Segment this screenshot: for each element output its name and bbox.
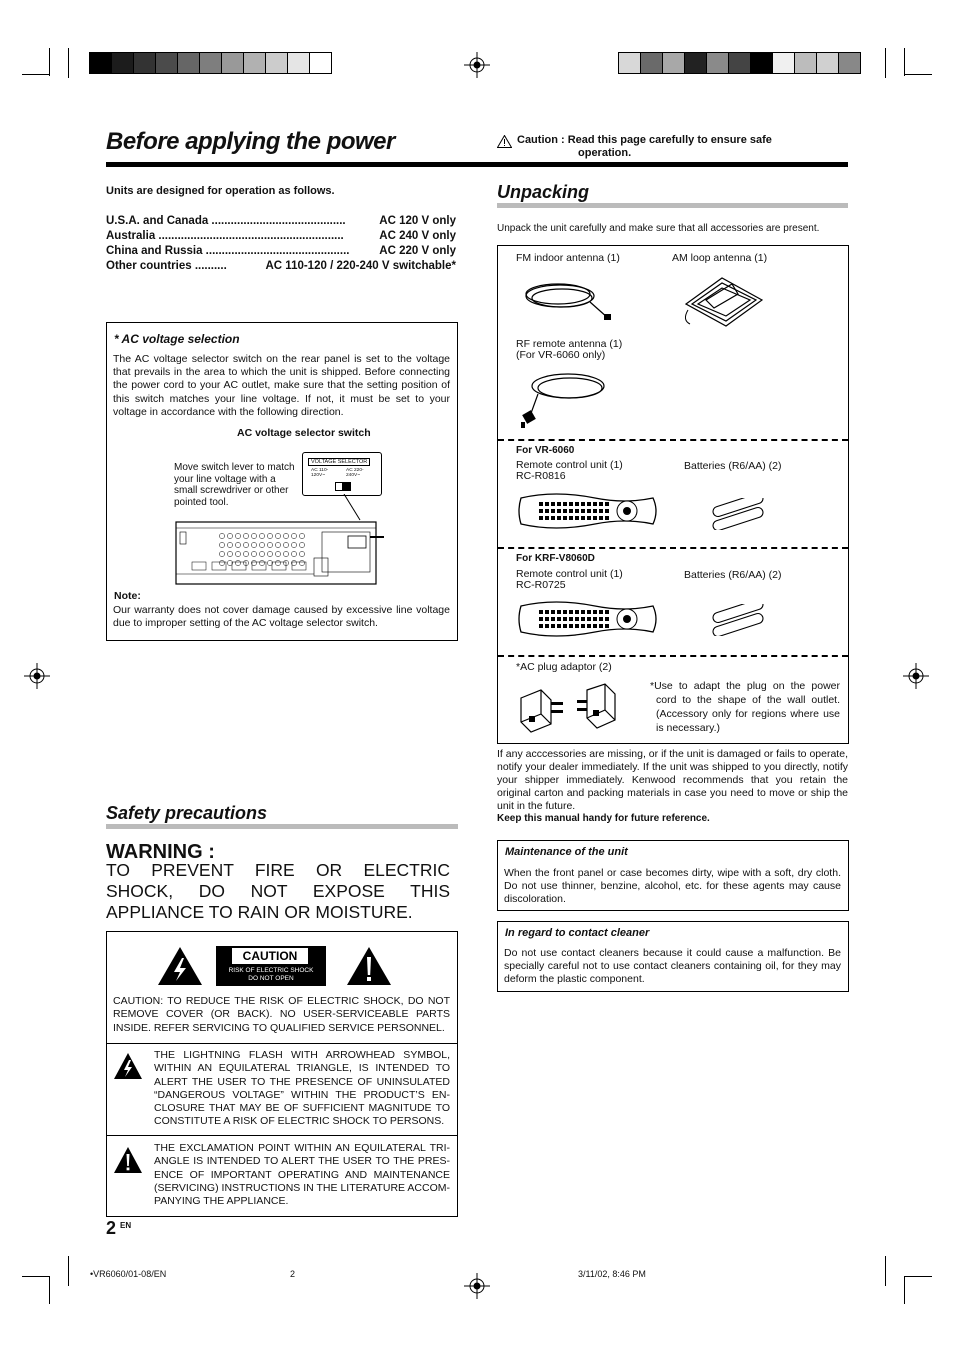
power-voltage: AC 120 V only [379,215,456,227]
fm-antenna-label: FM indoor antenna (1) [516,252,620,264]
remote-control-icon [515,490,659,532]
power-region: Australia .......................................................... [106,230,344,242]
voltage-selector-left: AC 110-120V~ [311,468,329,478]
krf-batteries-label: Batteries (R6/AA) (2) [684,569,782,581]
crop-mark [22,1276,50,1277]
color-swatch [684,52,707,74]
registration-mark-icon [24,663,50,689]
caution-header-line2: operation. [578,147,632,159]
krf-remote-line1: Remote control unit (1) [516,568,623,580]
registration-mark-icon [464,52,490,78]
caution-triangle-icon [497,135,512,148]
ac-voltage-text: The AC voltage selector switch on the rear panel is set to the voltage that prevails in the area to which the unit is shipped. Before connecting the power cord to your AC outlet, make sure that the setting position of this switch matches your line voltage. If not, it must be set to your voltage in accordance with the following direction. [113,353,450,418]
color-swatch [111,52,134,74]
rf-antenna-icon [518,368,610,430]
color-swatch [772,52,795,74]
power-voltage: AC 220 V only [379,245,456,257]
power-row [106,259,456,274]
warning-label: WARNING : [106,841,215,863]
power-row [106,244,456,259]
ac-voltage-heading: * AC voltage selection [114,332,240,346]
crop-mark [885,48,886,78]
exclamation-triangle-icon [346,946,392,986]
vr-remote-line1: Remote control unit (1) [516,459,623,471]
footer-page: 2 [290,1269,296,1279]
color-swatch [89,52,112,74]
plug-adaptor-icon [517,680,621,736]
power-voltage: AC 110-120 / 220-240 V switchable* [265,260,456,272]
crop-mark [904,74,932,75]
color-swatch [706,52,729,74]
color-swatch [177,52,200,74]
color-swatch [794,52,817,74]
safety-heading: Safety precautions [106,803,268,823]
batteries-icon [706,498,770,530]
color-swatch [221,52,244,74]
caution-sub2: DO NOT OPEN [248,975,294,982]
cleaner-heading: In regard to contact cleaner [505,927,650,939]
keep-text: Keep this manual handy for future reference. [497,813,710,824]
power-region: Other countries .......... [106,260,227,272]
diagram-title: AC voltage selector switch [237,427,371,439]
maintenance-text: When the front panel or case becomes dirty, wipe with a soft, dry cloth. Do not use thinner, benzine, alcohol, etc. for these agents may cause discoloration. [504,867,841,905]
caution-label: CAUTION [232,948,308,964]
note-heading: Note: [114,590,141,602]
power-row [106,214,456,229]
unpacking-intro: Unpack the unit carefully and make sure that all accessories are present. [497,223,820,234]
color-swatch [618,52,641,74]
caution-header-line1: Caution : Read this page carefully to ensure safe [517,134,772,146]
plug-note: *Use to adapt the plug on the power cord to the shape of the wall outlet. (Accessory only for regions where use is necessary.) [650,680,840,734]
cleaner-text: Do not use contact cleaners because it could cause a malfunction. Be specially careful not to use contact cleaners containing oil, for they may deform the plastic component. [504,947,841,985]
color-swatch [728,52,751,74]
color-swatch [838,52,861,74]
power-intro: Units are designed for operation as follows. [106,185,335,197]
lightning-small-icon [113,1052,143,1080]
unpacking-heading: Unpacking [497,182,590,202]
color-swatch [133,52,156,74]
crop-mark [904,48,905,76]
crop-mark [68,1256,69,1286]
color-swatch [309,52,332,74]
title-rule [106,162,848,167]
exclamation-small-icon [113,1146,143,1174]
section-divider [498,547,848,549]
diagram-note: Move switch lever to match your line voltage with a small screwdriver or other pointed tool. [174,462,295,508]
divider [106,1135,458,1136]
selector-switch-icon[interactable] [335,482,351,491]
caution-text: CAUTION: TO REDUCE THE RISK OF ELECTRIC SHOCK, DO NOT REMOVE COVER (OR BACK). NO USER-SERVICEABLE PARTS INSIDE. REFER SERVICING TO QUALIFIED SERVICE PERSONNEL. [113,995,450,1034]
power-row [106,229,456,244]
registration-mark-icon [903,663,929,689]
crop-mark [49,1276,50,1304]
rf-antenna-line1: RF remote antenna (1) [516,338,623,350]
maintenance-heading: Maintenance of the unit [505,846,628,858]
crop-mark [904,1276,932,1277]
crop-mark [885,1256,886,1286]
batteries-icon [706,604,770,636]
footer-file: •VR6060/01-08/EN [90,1269,167,1279]
voltage-selector-right: AC 220-240V~ [346,468,364,478]
power-table [106,214,456,274]
footer-date: 3/11/02, 8:46 PM [578,1269,646,1279]
color-swatch [662,52,685,74]
power-region: China and Russia ............................................. [106,245,350,257]
power-voltage: AC 240 V only [379,230,456,242]
section-divider [498,439,848,441]
caution-sub1: RISK OF ELECTRIC SHOCK [228,967,314,974]
color-swatch [199,52,222,74]
fm-antenna-icon [520,276,612,324]
am-antenna-label: AM loop antenna (1) [672,252,768,264]
color-swatch [243,52,266,74]
lightning-text: THE LIGHTNING FLASH WITH ARROWHEAD SYMBOL, WITHIN AN EQUILATERAL TRIANGLE, IS INTENDED TO ALERT THE USER TO THE PRESENCE OF UNINSULATED “DANGEROUS VOLTAGE” WITHIN THE PRODUCT’S EN-CLOSURE THAT MAY BE OF SUFFICIENT MAGNITUDE TO CONSTITUTE A RISK OF ELECTRIC SHOCK TO PERSONS. [154,1049,450,1128]
rf-antenna-label [516,339,622,361]
divider [106,1043,458,1044]
warning-text: TO PREVENT FIRE OR ELECTRIC SHOCK, DO NOT EXPOSE THIS APPLIANCE TO RAIN OR MOISTURE. [106,860,450,922]
crop-mark [49,48,50,76]
page-lang: EN [120,1221,132,1230]
safety-rule [106,824,458,829]
registration-mark-icon [464,1273,490,1299]
vr-batteries-label: Batteries (R6/AA) (2) [684,460,782,472]
vr-remote-line2: RC-R0816 [516,470,566,482]
vr-heading: For VR-6060 [516,445,575,456]
rf-antenna-line2: (For VR-6060 only) [516,349,606,361]
am-loop-antenna-icon [676,270,768,330]
color-swatch [640,52,663,74]
missing-text: If any acccessories are missing, or if the unit is damaged or fails to operate, notify your dealer immediately. If the unit was shipped to you directly, notify your shipper immediately. Kenwood recommends that you retain the original carton and packing materials in case you need to move or ship the unit in the future. [497,748,848,812]
color-swatch [816,52,839,74]
voltage-selector-label: VOLTAGE SELECTOR [308,458,370,466]
color-swatch [265,52,288,74]
power-region: U.S.A. and Canada .......................................... [106,215,346,227]
color-swatch [750,52,773,74]
remote-control-icon [515,598,659,640]
page-title: Before applying the power [106,128,395,155]
krf-remote-line2: RC-R0725 [516,579,566,591]
plug-adaptor-label: *AC plug adaptor (2) [516,661,612,673]
color-swatch [155,52,178,74]
lightning-triangle-icon [157,946,203,986]
krf-remote-label [516,569,623,591]
vr-remote-label [516,460,623,482]
note-text: Our warranty does not cover damage caused by excessive line voltage due to improper setting of the AC voltage selector switch. [113,604,450,629]
page-number: 2 [106,1218,117,1238]
section-divider [498,655,848,657]
krf-heading: For KRF-V8060D [516,553,595,564]
crop-mark [904,1276,905,1304]
crop-mark [68,48,69,78]
unpacking-rule [497,203,848,208]
rear-panel-illustration [174,518,384,586]
color-swatch [287,52,310,74]
crop-mark [22,74,50,75]
exclamation-text: THE EXCLAMATION POINT WITHIN AN EQUILATERAL TRI-ANGLE IS INTENDED TO ALERT THE USER TO THE PRES-ENCE OF IMPORTANT OPERATING AND MAINTENANCE (SERVICING) INSTRUCTIONS IN THE LITERATURE ACCOM-PANYING THE APPLIANCE. [154,1142,450,1208]
